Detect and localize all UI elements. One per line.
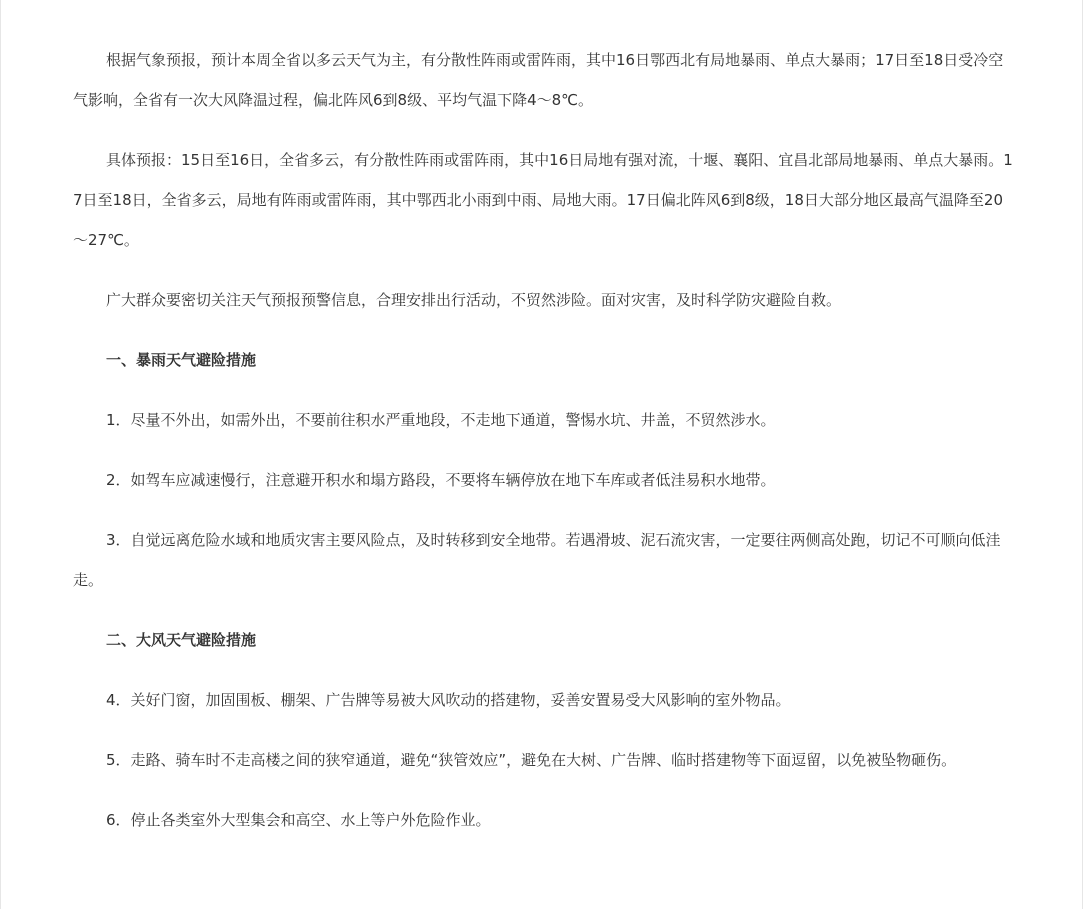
article-body <box>73 40 1013 860</box>
paragraph-forecast-summary: 根据气象预报，预计本周全省以多云天气为主，有分散性阵雨或雷阵雨，其中16日鄂西北有局地暴雨、单点大暴雨；17日至18日受冷空气影响，全省有一次大风降温过程，偏北阵风6到8级、平均气温下降4～8℃。 <box>73 51 1004 109</box>
section-heading-wind: 二、大风天气避险措施 <box>106 631 257 649</box>
paragraph-public-advice: 广大群众要密切关注天气预报预警信息，合理安排出行活动，不贸然涉险。面对灾害，及时科学防灾避险自救。 <box>106 291 842 309</box>
measure-item-6: 6．停止各类室外大型集会和高空、水上等户外危险作业。 <box>106 811 491 829</box>
measure-item-3: 3．自觉远离危险水域和地质灾害主要风险点，及时转移到安全地带。若遇滑坡、泥石流灾害，一定要往两侧高处跑，切记不可顺向低洼走。 <box>73 531 1001 589</box>
measure-item-5: 5．走路、骑车时不走高楼之间的狭窄通道，避免“狭管效应”，避免在大树、广告牌、临时搭建物等下面逗留，以免被坠物砸伤。 <box>106 751 957 769</box>
measure-item-4: 4．关好门窗，加固围板、棚架、广告牌等易被大风吹动的搭建物，妥善安置易受大风影响的室外物品。 <box>106 691 791 709</box>
measure-item-1: 1．尽量不外出，如需外出，不要前往积水严重地段，不走地下通道，警惕水坑、井盖，不贸然涉水。 <box>106 411 776 429</box>
measure-item-2: 2．如驾车应减速慢行，注意避开积水和塌方路段，不要将车辆停放在地下车库或者低洼易积水地带。 <box>106 471 776 489</box>
paragraph-detailed-forecast: 具体预报：15日至16日，全省多云，有分散性阵雨或雷阵雨，其中16日局地有强对流，十堰、襄阳、宜昌北部局地暴雨、单点大暴雨。17日至18日，全省多云，局地有阵雨或雷阵雨，其中鄂西北小雨到中雨、局地大雨。17日偏北阵风6到8级，18日大部分地区最高气温降至20～27℃。 <box>73 151 1013 249</box>
section-heading-rainstorm: 一、暴雨天气避险措施 <box>106 351 257 369</box>
